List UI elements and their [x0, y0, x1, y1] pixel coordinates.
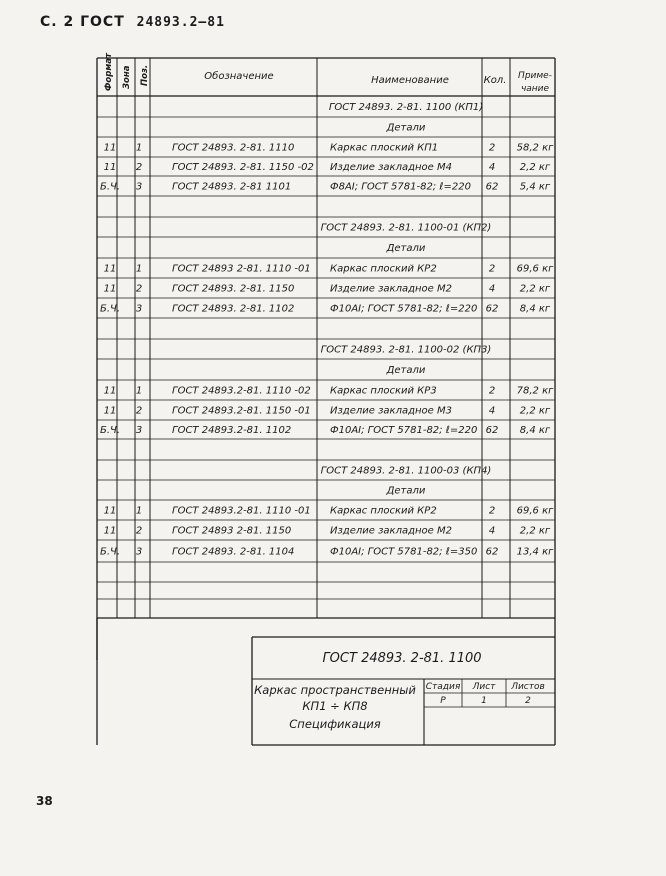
cell-qty: 2: [488, 263, 496, 275]
section-heading: Детали: [386, 485, 426, 497]
cell-note: 58,2 кг: [516, 142, 554, 154]
cell-qty: 62: [485, 303, 499, 315]
stage-value: Р: [440, 696, 446, 706]
cell-qty: 4: [488, 283, 496, 295]
cell-format: 11: [103, 263, 117, 275]
cell-qty: 62: [485, 546, 499, 558]
cell-name: Изделие закладное М4: [330, 162, 452, 173]
cell-format: 11: [103, 505, 117, 517]
page-number: 38: [36, 794, 53, 808]
gost-label: ГОСТ: [80, 14, 125, 30]
cell-format: 11: [103, 142, 117, 154]
cell-position: 3: [135, 546, 143, 558]
table-body: [100, 102, 554, 558]
section-heading: ГОСТ 24893. 2-81. 1100-01 (КП2): [320, 222, 492, 234]
standard-code: 24893.2—81: [136, 15, 225, 30]
cell-name: Ф10АI; ГОСТ 5781-82; ℓ=220: [330, 303, 478, 315]
table-grid: [97, 58, 555, 745]
cell-name: Каркас плоский КР2: [330, 263, 437, 275]
title-name-line3: Спецификация: [289, 717, 381, 731]
cell-note: 8,4 кг: [519, 303, 551, 315]
cell-position: 1: [135, 385, 143, 397]
section-heading: ГОСТ 24893. 2-81. 1100-03 (КП4): [320, 465, 492, 477]
col-zone: Зона: [122, 65, 132, 89]
col-pos: Поз.: [140, 64, 150, 86]
cell-note: 5,4 кг: [519, 181, 551, 193]
cell-name: Изделие закладное М3: [330, 405, 452, 417]
cell-designation: ГОСТ 24893. 2-81 1101: [172, 181, 292, 193]
cell-format: 11: [103, 405, 117, 417]
cell-note: 78,2 кг: [516, 385, 554, 397]
cell-designation: ГОСТ 24893.2-81. 1110 -01: [172, 505, 311, 517]
cell-designation: ГОСТ 24893.2-81. 1150 -01: [172, 405, 311, 417]
cell-name: Ф10АI; ГОСТ 5781-82; ℓ=220: [330, 425, 478, 436]
col-qty: Кол.: [483, 75, 507, 86]
cell-position: 2: [135, 283, 143, 295]
cell-designation: ГОСТ 24893.2-81. 1102: [172, 425, 292, 436]
cell-position: 3: [135, 181, 143, 193]
cell-format: Б.Ч.: [99, 303, 121, 315]
section-heading: ГОСТ 24893. 2-81. 1100 (КП1): [328, 102, 484, 113]
col-note-1: Приме-: [518, 71, 552, 81]
cell-position: 2: [135, 405, 143, 417]
cell-format: Б.Ч.: [99, 181, 121, 193]
section-heading: Детали: [386, 365, 426, 376]
stage-label: Стадия: [425, 682, 461, 692]
cell-note: 69,6 кг: [516, 263, 554, 275]
cell-name: Изделие закладное М2: [330, 525, 452, 537]
cell-note: 8,4 кг: [519, 425, 551, 436]
cell-designation: ГОСТ 24893 2-81. 1150: [172, 525, 292, 537]
col-designation: Обозначение: [204, 71, 274, 82]
cell-qty: 62: [485, 181, 499, 193]
cell-qty: 4: [488, 162, 496, 173]
cell-name: Ф10АI; ГОСТ 5781-82; ℓ=350: [330, 546, 478, 558]
cell-designation: ГОСТ 24893. 2-81. 1150 -02: [172, 162, 314, 173]
cell-position: 2: [135, 525, 143, 537]
section-heading: ГОСТ 24893. 2-81. 1100-02 (КП3): [320, 344, 492, 356]
section-heading: Детали: [386, 122, 426, 134]
cell-note: 2,2 кг: [519, 525, 551, 537]
cell-qty: 4: [488, 405, 496, 417]
cell-format: 11: [103, 525, 117, 537]
cell-position: 3: [135, 425, 143, 436]
section-heading: Детали: [386, 243, 426, 254]
col-name: Наименование: [371, 75, 449, 86]
cell-position: 3: [135, 303, 143, 315]
cell-name: Ф8АI; ГОСТ 5781-82; ℓ=220: [330, 181, 471, 193]
cell-designation: ГОСТ 24893.2-81. 1110 -02: [172, 385, 311, 397]
cell-format: Б.Ч.: [99, 425, 121, 436]
cell-designation: ГОСТ 24893 2-81. 1110 -01: [172, 263, 311, 275]
cell-position: 1: [135, 505, 143, 517]
cell-note: 69,6 кг: [516, 505, 554, 517]
cell-note: 2,2 кг: [519, 162, 551, 173]
cell-designation: ГОСТ 24893. 2-81. 1104: [172, 546, 295, 558]
cell-name: Каркас плоский КП1: [330, 142, 439, 154]
cell-designation: ГОСТ 24893. 2-81. 1110: [172, 142, 295, 154]
cell-format: 11: [103, 162, 117, 173]
cell-position: 1: [135, 263, 143, 275]
cell-note: 13,4 кг: [516, 546, 554, 558]
title-name-line2: КП1 ÷ КП8: [302, 699, 368, 713]
cell-designation: ГОСТ 24893. 2-81. 1102: [172, 303, 295, 315]
title-block: [254, 651, 545, 731]
cell-format: 11: [103, 385, 117, 397]
page-label: С. 2: [40, 14, 75, 30]
sheets-value: 2: [525, 696, 531, 706]
cell-name: Изделие закладное М2: [330, 283, 452, 295]
col-note-2: чание: [520, 84, 550, 94]
cell-qty: 2: [488, 385, 496, 397]
cell-qty: 2: [488, 142, 496, 154]
sheets-label: Листов: [511, 682, 545, 692]
title-name-line1: Каркас пространственный: [254, 683, 416, 697]
cell-note: 2,2 кг: [519, 405, 551, 417]
cell-format: Б.Ч.: [99, 546, 121, 558]
cell-note: 2,2 кг: [519, 283, 551, 295]
cell-name: Каркас плоский КР3: [330, 385, 437, 397]
cell-qty: 62: [485, 425, 499, 436]
cell-qty: 2: [488, 505, 496, 517]
cell-format: 11: [103, 283, 117, 295]
cell-position: 2: [135, 162, 143, 173]
sheet-value: 1: [481, 696, 487, 706]
cell-qty: 4: [488, 525, 496, 537]
cell-designation: ГОСТ 24893. 2-81. 1150: [172, 283, 295, 295]
cell-name: Каркас плоский КР2: [330, 505, 437, 517]
col-format: Формат: [104, 53, 114, 91]
title-doc-number: ГОСТ 24893. 2-81. 1100: [322, 651, 482, 666]
cell-position: 1: [135, 142, 143, 154]
sheet-label: Лист: [472, 682, 496, 692]
